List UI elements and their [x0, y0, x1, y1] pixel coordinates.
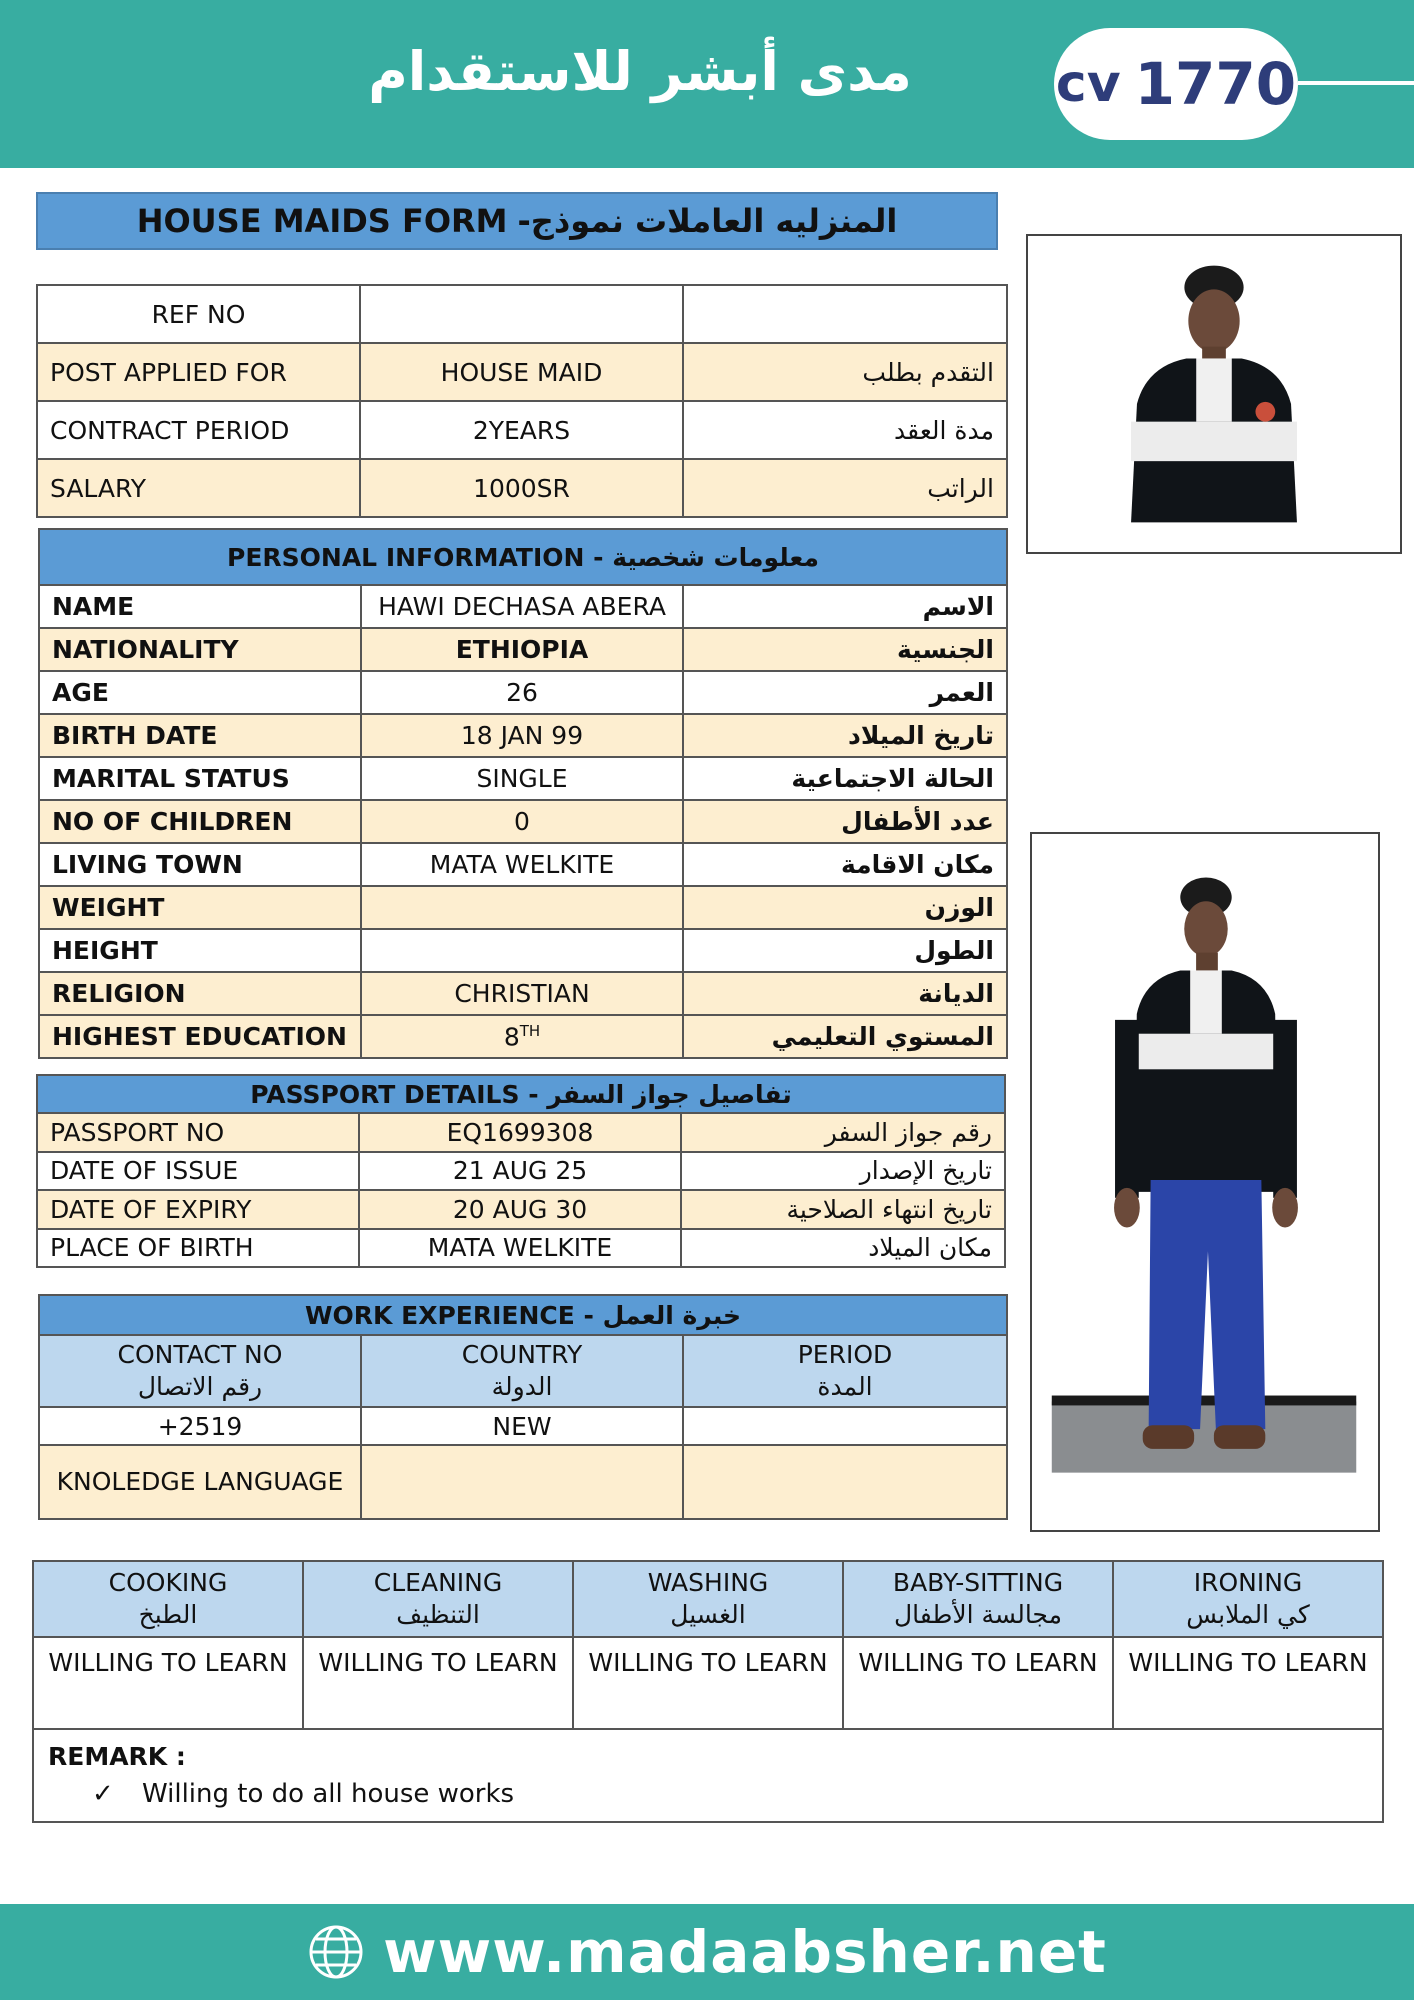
- row-value: HOUSE MAID: [360, 343, 683, 401]
- row-value: 26: [361, 671, 683, 714]
- section-header-en: PASSPORT DETAILS -: [250, 1079, 539, 1109]
- row-label-ar: مكان الاقامة: [683, 843, 1007, 886]
- skill-header-washing: WASHING الغسيل: [573, 1561, 843, 1637]
- table-row: [39, 1445, 1007, 1519]
- row-label: NATIONALITY: [39, 628, 361, 671]
- row-label: CONTRACT PERIOD: [37, 401, 360, 459]
- personal-info-table: [38, 528, 1008, 1059]
- section-header: [39, 1295, 1007, 1335]
- row-value: 2YEARS: [360, 401, 683, 459]
- remark-row: [33, 1729, 1383, 1822]
- skill-value: WILLING TO LEARN: [573, 1637, 843, 1729]
- cv-label: cv: [1055, 54, 1121, 114]
- skill-header-baby-sitting: BABY-SITTING مجالسة الأطفال: [843, 1561, 1113, 1637]
- contact-no-value: +2519: [39, 1407, 361, 1445]
- row-label: LIVING TOWN: [39, 843, 361, 886]
- table-row: [37, 343, 1007, 401]
- row-value: MATA WELKITE: [359, 1229, 681, 1268]
- row-label: PLACE OF BIRTH: [37, 1229, 359, 1268]
- agency-title: مدى أبشر للاستقدام: [368, 40, 912, 103]
- empty-cell: [683, 1445, 1007, 1519]
- row-label: HEIGHT: [39, 929, 361, 972]
- row-label-ar: رقم جواز السفر: [681, 1113, 1005, 1152]
- skill-value: WILLING TO LEARN: [843, 1637, 1113, 1729]
- row-label: DATE OF ISSUE: [37, 1152, 359, 1191]
- column-header: CONTACT NO رقم الاتصال: [39, 1335, 361, 1407]
- form-title: [36, 192, 998, 250]
- check-icon: ✓: [92, 1779, 114, 1809]
- row-label: DATE OF EXPIRY: [37, 1190, 359, 1229]
- ref-no-ar: [683, 285, 1007, 343]
- work-experience-table: [38, 1294, 1008, 1520]
- row-label-ar: الوزن: [683, 886, 1007, 929]
- ref-no-value: [360, 285, 683, 343]
- skill-header-cleaning: CLEANING التنظيف: [303, 1561, 573, 1637]
- row-label-ar: الراتب: [683, 459, 1007, 517]
- row-label-ar: الديانة: [683, 972, 1007, 1015]
- globe-icon: [307, 1923, 365, 1981]
- row-label-ar: مكان الميلاد: [681, 1229, 1005, 1268]
- footer-banner: [0, 1904, 1414, 2000]
- row-label: PASSPORT NO: [37, 1113, 359, 1152]
- skills-table: [32, 1560, 1384, 1823]
- period-value: [683, 1407, 1007, 1445]
- passport-table: [36, 1074, 1006, 1268]
- row-label-ar: العمر: [683, 671, 1007, 714]
- row-label-ar: المستوي التعليمي: [683, 1015, 1007, 1058]
- remark-title: REMARK :: [48, 1742, 186, 1771]
- row-label: BIRTH DATE: [39, 714, 361, 757]
- header-divider: [1298, 81, 1414, 85]
- skill-headers: [33, 1561, 1383, 1637]
- full-body-image: [1032, 834, 1378, 1530]
- form-title-arabic: المنزليه العاملات نموذج-: [517, 202, 898, 240]
- remark-text: Willing to do all house works: [142, 1779, 515, 1809]
- row-value: CHRISTIAN: [361, 972, 683, 1015]
- website-link[interactable]: www.madaabsher.net: [383, 1918, 1107, 1986]
- table-row: [37, 285, 1007, 343]
- portrait-photo: [1026, 234, 1402, 554]
- education-grade: 8: [503, 1022, 520, 1052]
- row-label-ar: تاريخ الإصدار: [681, 1152, 1005, 1191]
- portrait-image: [1028, 236, 1400, 552]
- ref-no-label: REF NO: [37, 285, 360, 343]
- row-value: [361, 886, 683, 929]
- education-suffix: TH: [519, 1021, 541, 1040]
- row-label-ar: عدد الأطفال: [683, 800, 1007, 843]
- cv-number-badge: [1054, 28, 1298, 140]
- column-headers: [39, 1335, 1007, 1407]
- row-value: MATA WELKITE: [361, 843, 683, 886]
- remark-item: [92, 1779, 1368, 1809]
- row-label-ar: مدة العقد: [683, 401, 1007, 459]
- form-title-english: HOUSE MAIDS FORM: [136, 202, 508, 240]
- row-value: 1000SR: [360, 459, 683, 517]
- skill-header-ironing: IRONING كي الملابس: [1113, 1561, 1383, 1637]
- section-header-ar: معلومات شخصية: [612, 542, 819, 572]
- row-label: NO OF CHILDREN: [39, 800, 361, 843]
- skill-value: WILLING TO LEARN: [303, 1637, 573, 1729]
- column-header: COUNTRY الدولة: [361, 1335, 683, 1407]
- header-banner: [0, 0, 1414, 168]
- full-body-photo: [1030, 832, 1380, 1532]
- row-value: 0: [361, 800, 683, 843]
- section-header: [37, 1075, 1005, 1113]
- section-header-ar: تفاصيل جواز السفر: [547, 1079, 792, 1109]
- section-header-en: WORK EXPERIENCE -: [304, 1300, 594, 1330]
- section-header-en: PERSONAL INFORMATION -: [227, 542, 604, 572]
- row-label: HIGHEST EDUCATION: [39, 1015, 361, 1058]
- row-value: 18 JAN 99: [361, 714, 683, 757]
- row-label: POST APPLIED FOR: [37, 343, 360, 401]
- row-value: ETHIOPIA: [361, 628, 683, 671]
- row-label-ar: تاريخ انتهاء الصلاحية: [681, 1190, 1005, 1229]
- row-label: SALARY: [37, 459, 360, 517]
- row-label: AGE: [39, 671, 361, 714]
- section-header: [39, 529, 1007, 585]
- row-label-ar: الجنسية: [683, 628, 1007, 671]
- row-label-ar: التقدم بطلب: [683, 343, 1007, 401]
- row-value: 21 AUG 25: [359, 1152, 681, 1191]
- column-header: PERIOD المدة: [683, 1335, 1007, 1407]
- row-label: MARITAL STATUS: [39, 757, 361, 800]
- education-value: [361, 1015, 683, 1058]
- row-label-ar: الحالة الاجتماعية: [683, 757, 1007, 800]
- row-label-ar: الطول: [683, 929, 1007, 972]
- skill-value: WILLING TO LEARN: [1113, 1637, 1383, 1729]
- skill-value: WILLING TO LEARN: [33, 1637, 303, 1729]
- row-value: HAWI DECHASA ABERA: [361, 585, 683, 628]
- knowledge-language-label: KNOLEDGE LANGUAGE: [39, 1445, 361, 1519]
- table-row: [37, 401, 1007, 459]
- country-value: NEW: [361, 1407, 683, 1445]
- skill-header-cooking: COOKING الطبخ: [33, 1561, 303, 1637]
- row-value: SINGLE: [361, 757, 683, 800]
- row-label-ar: تاريخ الميلاد: [683, 714, 1007, 757]
- row-label: NAME: [39, 585, 361, 628]
- row-label: WEIGHT: [39, 886, 361, 929]
- row-label-ar: الاسم: [683, 585, 1007, 628]
- table-row: [39, 1407, 1007, 1445]
- row-value: 20 AUG 30: [359, 1190, 681, 1229]
- row-value: EQ1699308: [359, 1113, 681, 1152]
- table-row: [37, 459, 1007, 517]
- remark-cell: [33, 1729, 1383, 1822]
- skill-values: [33, 1637, 1383, 1729]
- job-table: [36, 284, 1008, 518]
- empty-cell: [361, 1445, 683, 1519]
- row-label: RELIGION: [39, 972, 361, 1015]
- cv-number: 1770: [1134, 50, 1297, 118]
- row-value: [361, 929, 683, 972]
- section-header-ar: خبرة العمل: [602, 1300, 742, 1330]
